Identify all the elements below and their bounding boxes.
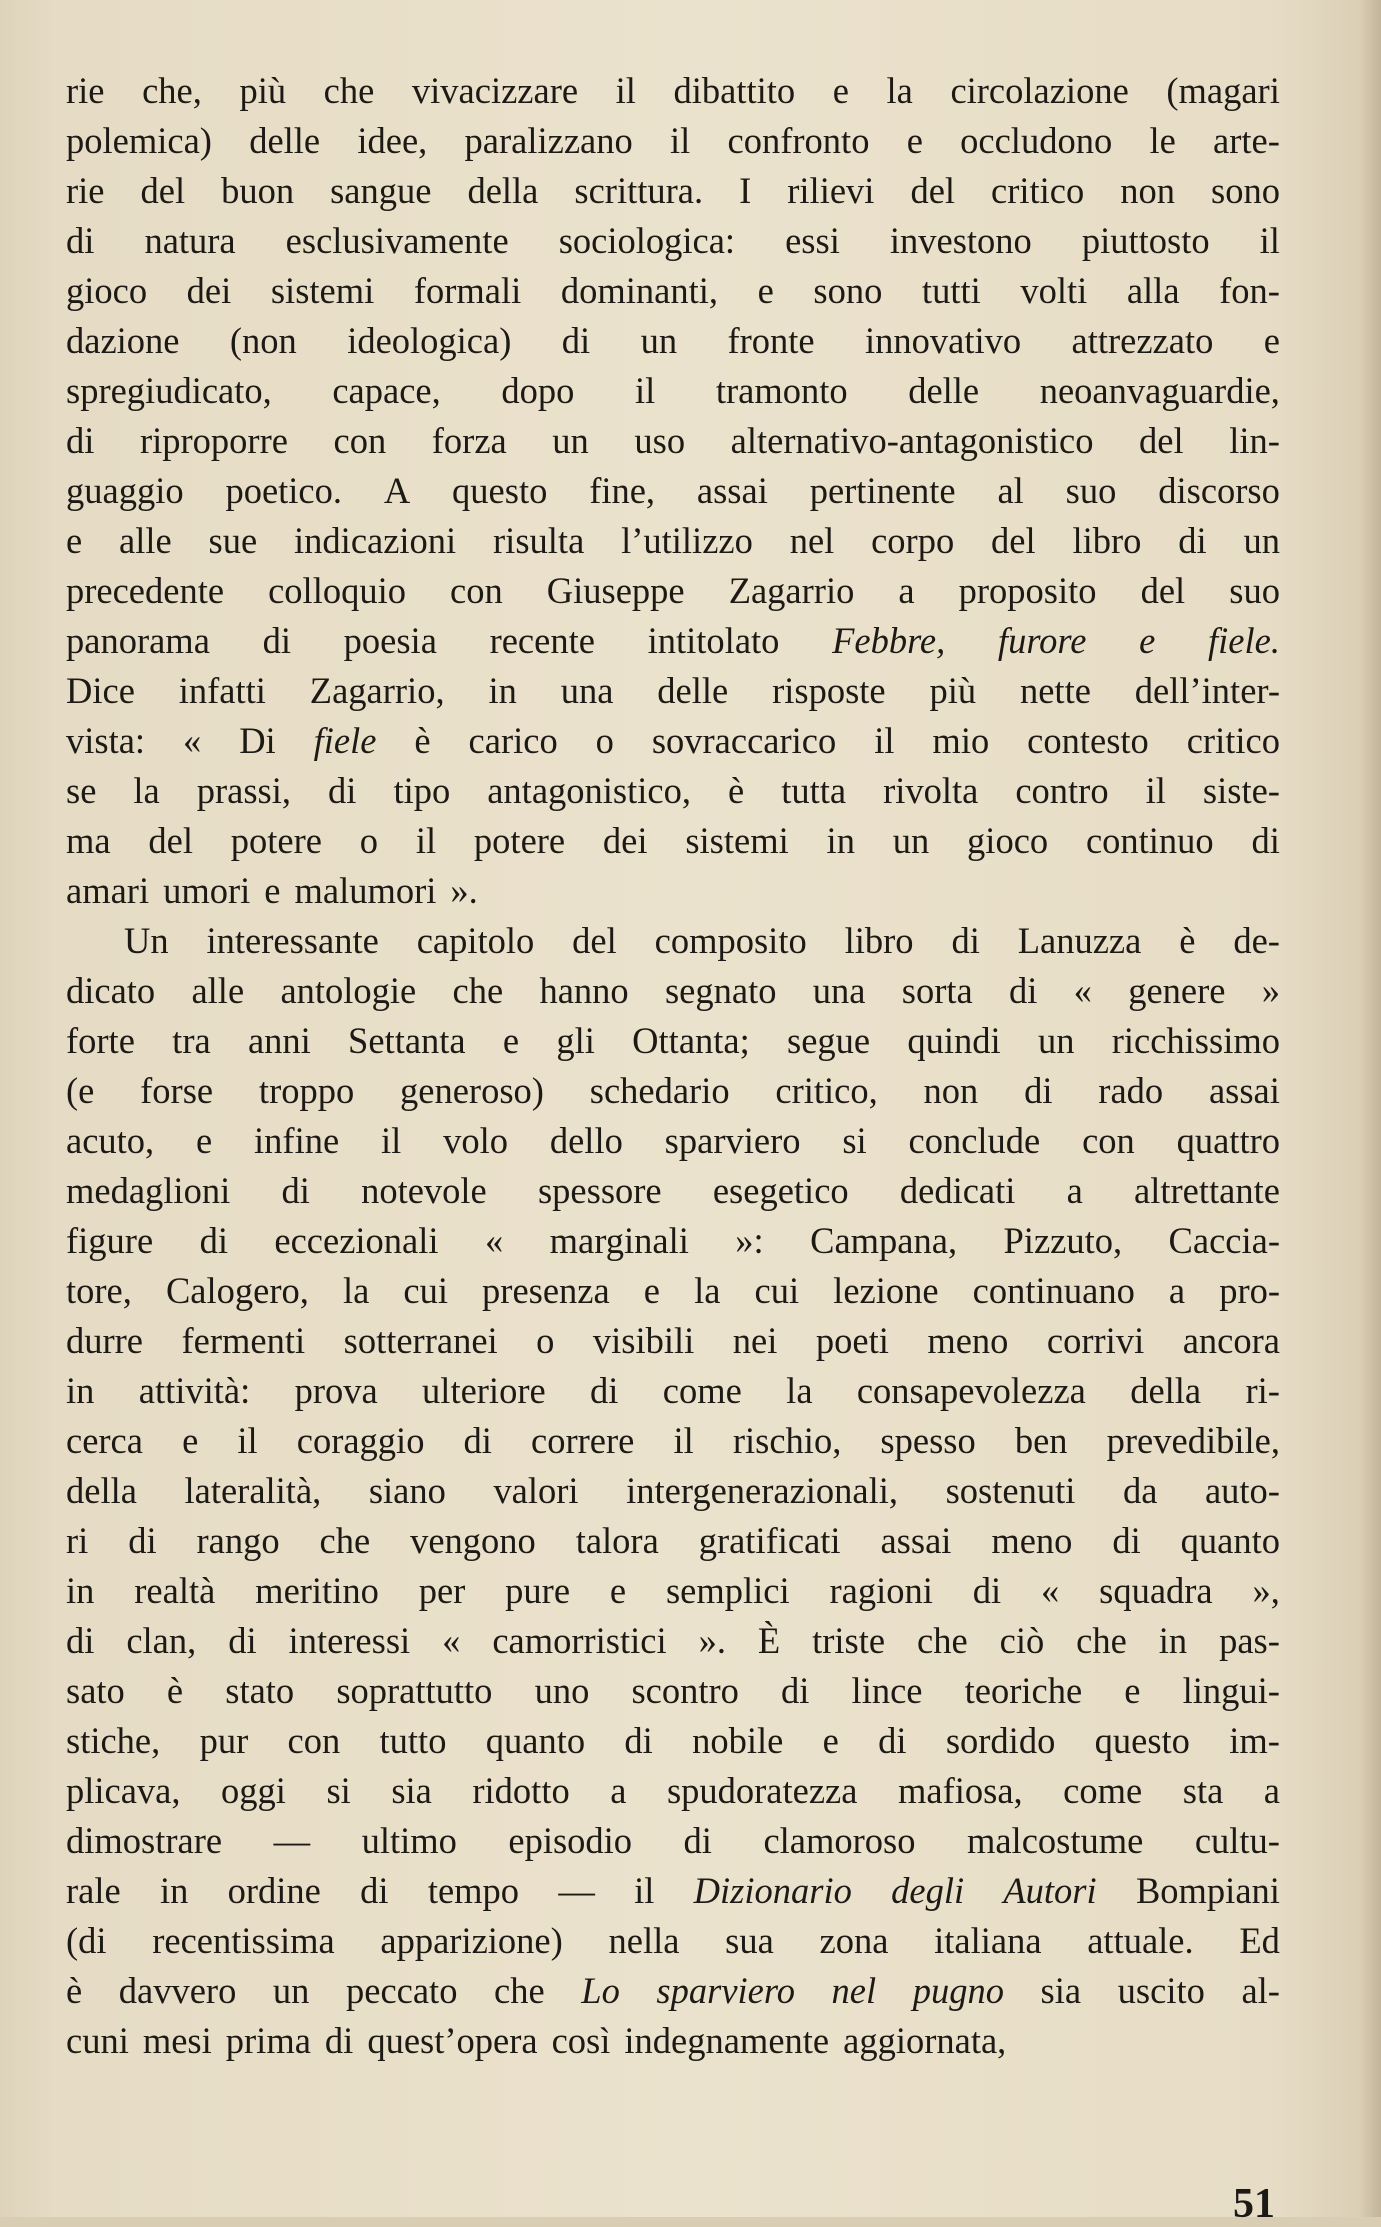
text-line: medaglioni di notevole spessore esegetico dedicati a altrettante: [66, 1170, 1280, 1211]
text-line: in realtà meritino per pure e semplici ragioni di « squadra »,: [66, 1570, 1280, 1611]
text-line: guaggio poetico. A questo fine, assai pertinente al suo discorso: [66, 470, 1280, 511]
text-line: amari umori e malumori ».: [66, 870, 478, 911]
text-line: gioco dei sistemi formali dominanti, e sono tutti volti alla fon-: [66, 270, 1280, 311]
text-line: è davvero un peccato che Lo sparviero nel pugno sia uscito al-: [66, 1970, 1280, 2011]
paragraph-1: [66, 66, 1280, 916]
text-line: (di recentissima apparizione) nella sua zona italiana attuale. Ed: [66, 1920, 1280, 1961]
page-number: 51: [1233, 2181, 1275, 2227]
text-line: dicato alle antologie che hanno segnato una sorta di « genere »: [66, 970, 1280, 1011]
text-line: Un interessante capitolo del composito libro di Lanuzza è de-: [124, 920, 1280, 961]
text-line: durre fermenti sotterranei o visibili nei poeti meno corrivi ancora: [66, 1320, 1280, 1361]
text-line: se la prassi, di tipo antagonistico, è tutta rivolta contro il siste-: [66, 770, 1280, 811]
text-line: forte tra anni Settanta e gli Ottanta; segue quindi un ricchissimo: [66, 1020, 1280, 1061]
text-line: rie che, più che vivacizzare il dibattito e la circolazione (magari: [66, 70, 1280, 111]
text-line: di clan, di interessi « camorristici ». È triste che ciò che in pas-: [66, 1620, 1280, 1661]
text-line: sato è stato soprattutto uno scontro di lince teoriche e lingui-: [66, 1670, 1280, 1711]
text-line: di riproporre con forza un uso alternativo-antagonistico del lin-: [66, 420, 1280, 461]
text-line: plicava, oggi si sia ridotto a spudoratezza mafiosa, come sta a: [66, 1770, 1280, 1811]
body-text: [66, 66, 1280, 2066]
text-line: (e forse troppo generoso) schedario critico, non di rado assai: [66, 1070, 1280, 1111]
text-line: rie del buon sangue della scrittura. I rilievi del critico non sono: [66, 170, 1280, 211]
text-line: spregiudicato, capace, dopo il tramonto delle neoanvaguardie,: [66, 370, 1280, 411]
page-edge-shadow: [1359, 0, 1381, 2217]
text-line: cerca e il coraggio di correre il rischio, spesso ben prevedibile,: [66, 1420, 1280, 1461]
text-line: stiche, pur con tutto quanto di nobile e di sordido questo im-: [66, 1720, 1280, 1761]
text-line: dazione (non ideologica) di un fronte innovativo attrezzato e: [66, 320, 1280, 361]
text-line: ma del potere o il potere dei sistemi in un gioco continuo di: [66, 820, 1280, 861]
text-line: figure di eccezionali « marginali »: Campana, Pizzuto, Caccia-: [66, 1220, 1280, 1261]
text-line: Dice infatti Zagarrio, in una delle risposte più nette dell’inter-: [66, 670, 1280, 711]
text-line: di natura esclusivamente sociologica: essi investono piuttosto il: [66, 220, 1280, 261]
text-line: rale in ordine di tempo — il Dizionario degli Autori Bompiani: [66, 1870, 1280, 1911]
text-line: precedente colloquio con Giuseppe Zagarrio a proposito del suo: [66, 570, 1280, 611]
text-line: della lateralità, siano valori intergenerazionali, sostenuti da auto-: [66, 1470, 1280, 1511]
text-line: tore, Calogero, la cui presenza e la cui lezione continuano a pro-: [66, 1270, 1280, 1311]
text-line: ri di rango che vengono talora gratificati assai meno di quanto: [66, 1520, 1280, 1561]
text-line: cuni mesi prima di quest’opera così indegnamente aggiornata,: [66, 2020, 1007, 2061]
text-line: acuto, e infine il volo dello sparviero si conclude con quattro: [66, 1120, 1280, 1161]
text-line: in attività: prova ulteriore di come la consapevolezza della ri-: [66, 1370, 1280, 1411]
text-line: vista: « Di fiele è carico o sovraccarico il mio contesto critico: [66, 720, 1280, 761]
text-line: dimostrare — ultimo episodio di clamoroso malcostume cultu-: [66, 1820, 1280, 1861]
text-line: e alle sue indicazioni risulta l’utilizzo nel corpo del libro di un: [66, 520, 1280, 561]
paragraph-2: [66, 916, 1280, 2066]
text-line: panorama di poesia recente intitolato Febbre, furore e fiele.: [66, 620, 1280, 661]
text-line: polemica) delle idee, paralizzano il confronto e occludono le arte-: [66, 120, 1280, 161]
